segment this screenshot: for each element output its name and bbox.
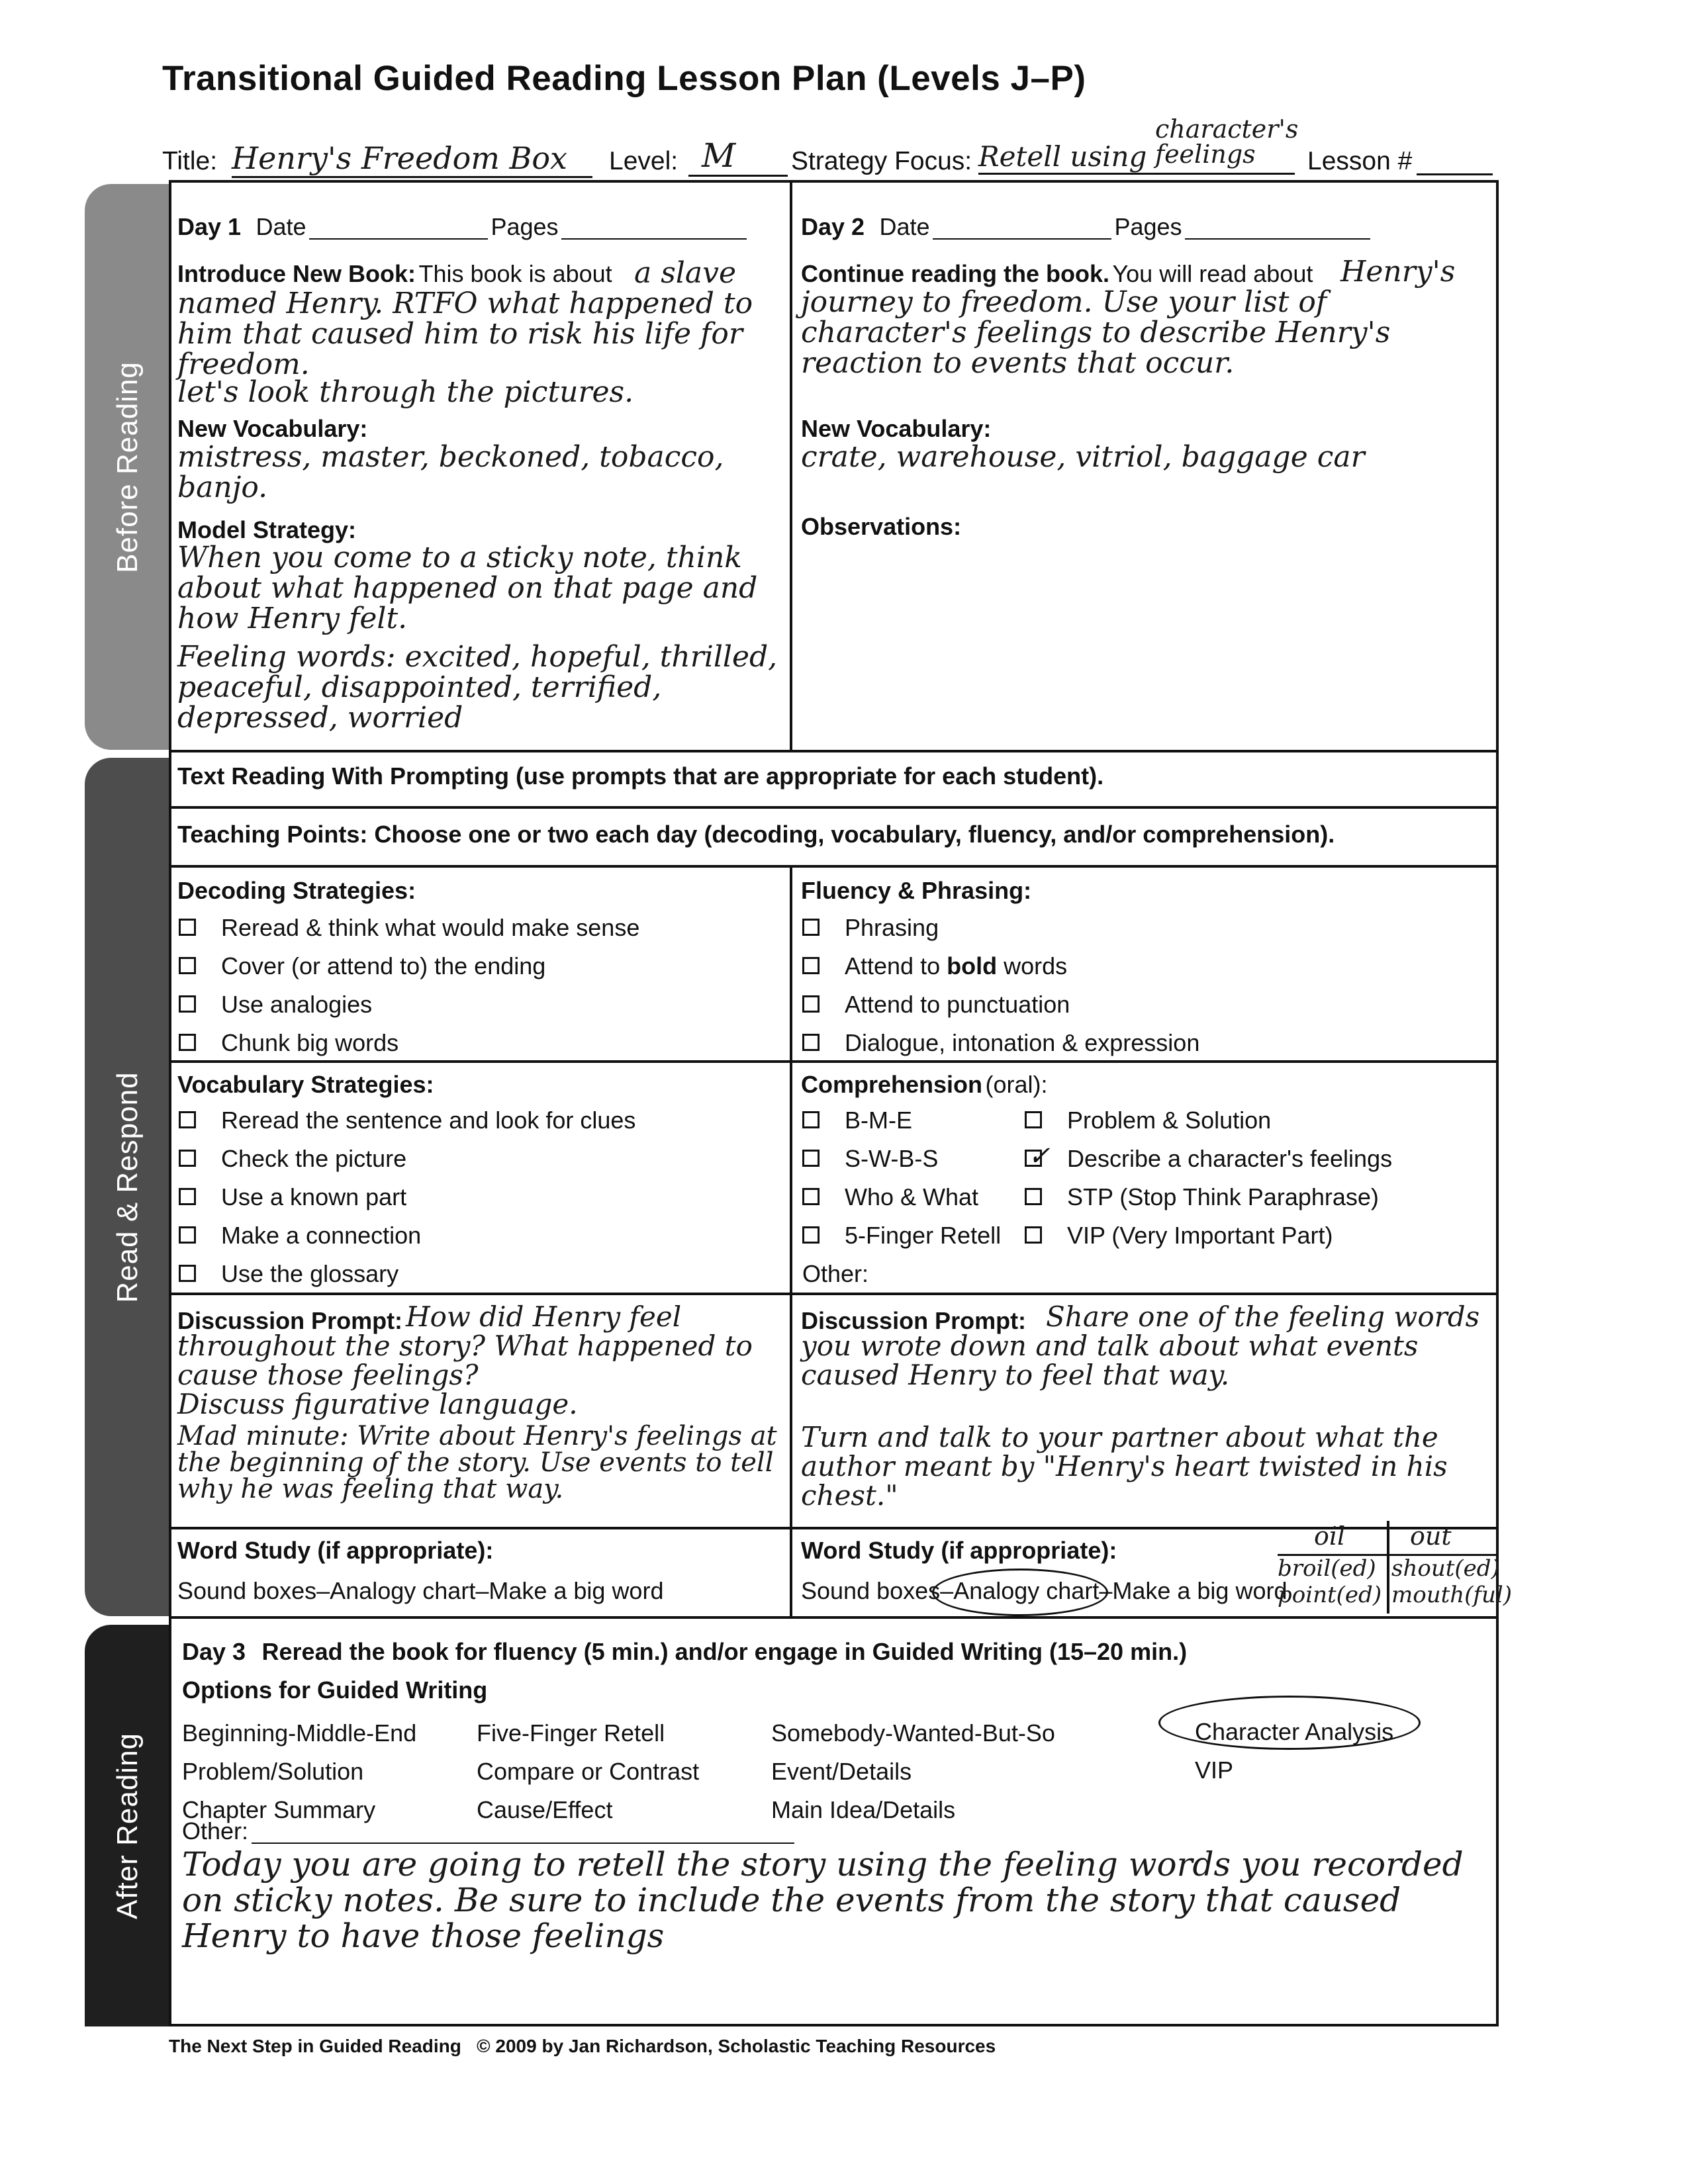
- teaching-points: Teaching Points: Choose one or two each day (decoding, vocabulary, fluency, and/or comprehension).: [177, 821, 1335, 848]
- day2-heading: Day 2 Date Pages: [801, 213, 1370, 241]
- day3-other: Other:: [182, 1817, 794, 1845]
- checkbox[interactable]: [802, 957, 820, 974]
- strategy-field[interactable]: Retell using: [978, 140, 1295, 175]
- checkbox-item[interactable]: ✓ Describe a character's feelings: [1025, 1140, 1392, 1178]
- writing-option[interactable]: Compare or Contrast: [477, 1758, 700, 1785]
- analogy-chart-circled: Analogy chart: [953, 1577, 1100, 1604]
- decoding-label: Decoding Strategies:: [177, 877, 416, 904]
- checkbox-item[interactable]: S-W-B-S: [802, 1140, 1001, 1178]
- checkbox-item[interactable]: B-M-E: [802, 1101, 1001, 1140]
- day2-vocab-label: New Vocabulary:: [801, 415, 992, 442]
- checkbox-item[interactable]: Dialogue, intonation & expression: [802, 1024, 1199, 1062]
- checkbox-item[interactable]: Who & What: [802, 1178, 1001, 1216]
- discussion-right-handwriting-2: Turn and talk to your partner about what the author meant by "Henry's heart twisted in his chest.": [801, 1421, 1448, 1512]
- day1-feelings-handwriting: Feeling words: excited, hopeful, thrilled, peaceful, disappointed, terrified, depressed, worried: [177, 640, 778, 735]
- day3-other-field[interactable]: [252, 1831, 794, 1844]
- checkbox[interactable]: [802, 1111, 820, 1128]
- checkbox[interactable]: [179, 1111, 196, 1128]
- checkbox[interactable]: [179, 1226, 196, 1244]
- checkbox-item[interactable]: Phrasing: [802, 909, 1199, 947]
- comprehension-right-list: [1025, 1101, 1392, 1255]
- strategy-label: Strategy Focus:: [791, 147, 972, 175]
- day1-vocab-handwriting: mistress, master, beckoned, tobacco, banjo.: [177, 440, 724, 504]
- checkbox[interactable]: [179, 957, 196, 974]
- writing-option[interactable]: Cause/Effect: [477, 1796, 613, 1823]
- comprehension-left-list: [802, 1101, 1001, 1293]
- checkbox-item[interactable]: VIP (Very Important Part): [1025, 1216, 1392, 1255]
- checkbox-item[interactable]: Check the picture: [179, 1140, 635, 1178]
- day3-heading: Day 3 Reread the book for fluency (5 min.) and/or engage in Guided Writing (15–20 min.): [182, 1638, 1188, 1665]
- lesson-field[interactable]: [1417, 172, 1493, 175]
- analogy-chart-circle: [932, 1569, 1108, 1616]
- writing-option[interactable]: Somebody-Wanted-But-So: [771, 1719, 1055, 1747]
- checkbox-item[interactable]: Reread the sentence and look for clues: [179, 1101, 635, 1140]
- checkbox-item[interactable]: STP (Stop Think Paraphrase): [1025, 1178, 1392, 1216]
- checkbox[interactable]: [1025, 1188, 1042, 1205]
- checkbox-item[interactable]: Attend to bold words: [802, 947, 1199, 985]
- comprehension-heading: Comprehension (oral):: [801, 1071, 1048, 1098]
- guided-writing-col1: [182, 1714, 416, 1829]
- word-study-left-options: Sound boxes–Analogy chart–Make a big word: [177, 1577, 664, 1604]
- level-label: Level:: [609, 147, 679, 175]
- day2-vocab-handwriting: crate, warehouse, vitriol, baggage car: [801, 440, 1365, 474]
- checkbox[interactable]: [179, 1188, 196, 1205]
- check-mark-icon: ✓: [1028, 1142, 1051, 1171]
- writing-option-character-analysis[interactable]: Character Analysis: [1195, 1718, 1394, 1745]
- analogy-chart-key-out: out: [1410, 1522, 1452, 1551]
- section-tab-after-reading: After Reading: [85, 1625, 171, 2026]
- checkbox[interactable]: [802, 1226, 820, 1244]
- writing-option[interactable]: Event/Details: [771, 1758, 912, 1785]
- writing-option[interactable]: Five-Finger Retell: [477, 1719, 665, 1747]
- checkbox-item[interactable]: Reread & think what would make sense: [179, 909, 639, 947]
- checkbox[interactable]: [179, 1265, 196, 1282]
- discussion-right-handwriting: Share one of the feeling words you wrote down and talk about what events caused Henry to feel that way.: [801, 1300, 1480, 1391]
- checkbox-item[interactable]: Use analogies: [179, 985, 639, 1024]
- discussion-left-handwriting: How did Henry feel throughout the story? What happened to cause those feelings?: [177, 1300, 753, 1391]
- title-label: Title:: [162, 147, 218, 175]
- guided-writing-col2: [477, 1714, 699, 1829]
- checkbox-item[interactable]: Attend to punctuation: [802, 985, 1199, 1024]
- fluency-label: Fluency & Phrasing:: [801, 877, 1032, 904]
- writing-option[interactable]: VIP: [1195, 1756, 1234, 1784]
- guided-writing-options-label: Options for Guided Writing: [182, 1676, 488, 1704]
- day1-date-field[interactable]: [309, 226, 488, 240]
- checkbox[interactable]: [179, 919, 196, 936]
- checkbox-item[interactable]: Use the glossary: [179, 1255, 635, 1293]
- day2-pages-field[interactable]: [1185, 226, 1370, 240]
- word-study-left-label: Word Study (if appropriate):: [177, 1537, 494, 1564]
- day1-model-handwriting: When you come to a sticky note, think about what happened on that page and how Henry felt.: [177, 541, 758, 635]
- checkbox[interactable]: [802, 919, 820, 936]
- vocab-strategies-list: [179, 1101, 635, 1293]
- checkbox[interactable]: [179, 1034, 196, 1051]
- checkbox-item[interactable]: Chunk big words: [179, 1024, 639, 1062]
- checkbox-item[interactable]: Make a connection: [179, 1216, 635, 1255]
- analogy-chart-oil-words: broil(ed) point(ed): [1278, 1555, 1382, 1608]
- day1-model-label: Model Strategy:: [177, 516, 357, 543]
- text-reading-prompt: Text Reading With Prompting (use prompts that are appropriate for each student).: [177, 762, 1104, 790]
- discussion-right-label: Discussion Prompt:: [801, 1307, 1027, 1334]
- comprehension-other: Other:: [802, 1260, 869, 1287]
- writing-option[interactable]: Beginning-Middle-End: [182, 1719, 417, 1747]
- checkbox-item[interactable]: Problem & Solution: [1025, 1101, 1392, 1140]
- footer-copyright: © 2009 by Jan Richardson, Scholastic Teaching Resources: [477, 2036, 996, 2056]
- checkbox[interactable]: [179, 995, 196, 1013]
- level-field[interactable]: M: [688, 136, 788, 177]
- checkbox[interactable]: [802, 1188, 820, 1205]
- checkbox[interactable]: [802, 1034, 820, 1051]
- day1-intro: Introduce New Book: This book is about: [177, 260, 612, 287]
- analogy-chart: [1278, 1521, 1602, 1614]
- checkbox-checked[interactable]: [1025, 1142, 1051, 1171]
- day3-handwriting: Today you are going to retell the story using the feeling words you recorded on sticky notes. Be sure to include the events from the story that caused Henry to have those feelings: [182, 1845, 1464, 1955]
- discussion-left-label: Discussion Prompt:: [177, 1307, 403, 1334]
- section-tab-before-reading: Before Reading: [85, 184, 171, 750]
- analogy-chart-key-oil: oil: [1314, 1522, 1346, 1551]
- checkbox-item[interactable]: Cover (or attend to) the ending: [179, 947, 639, 985]
- fluency-list: [802, 909, 1199, 1062]
- discussion-left-handwriting-3: Mad minute: Write about Henry's feelings at the beginning of the story. Use events to tell why he was feeling that way.: [177, 1421, 777, 1504]
- day2-observations-label: Observations:: [801, 513, 962, 540]
- day2-continue: Continue reading the book. You will read about: [801, 260, 1313, 287]
- checkbox-item[interactable]: 5-Finger Retell: [802, 1216, 1001, 1255]
- day1-intro-handwriting-2: let's look through the pictures.: [177, 375, 634, 409]
- checkbox[interactable]: [1025, 1226, 1042, 1244]
- day2-date-field[interactable]: [933, 226, 1111, 240]
- vocab-strategies-label: Vocabulary Strategies:: [177, 1071, 434, 1098]
- page-title: Transitional Guided Reading Lesson Plan (Levels J–P): [162, 59, 1086, 98]
- day1-intro-handwriting: a slave named Henry. RTFO what happened to him that caused him to risk his life for freedom.: [177, 256, 753, 381]
- section-tab-read-respond: Read & Respond: [85, 758, 171, 1616]
- writing-option[interactable]: Problem/Solution: [182, 1758, 364, 1785]
- day2-continue-handwriting: Henry's journey to freedom. Use your list of character's feelings to describe Henry's reaction to events that occur.: [801, 255, 1456, 380]
- writing-option[interactable]: Main Idea/Details: [771, 1796, 956, 1823]
- title-field[interactable]: Henry's Freedom Box: [232, 140, 592, 178]
- writing-option[interactable]: Chapter Summary: [182, 1796, 376, 1823]
- lesson-label: Lesson #: [1307, 147, 1413, 175]
- guided-writing-col3: [771, 1714, 1055, 1829]
- checkbox[interactable]: [1025, 1111, 1042, 1128]
- checkbox[interactable]: [179, 1150, 196, 1167]
- discussion-left-handwriting-2: Discuss figurative language.: [177, 1388, 578, 1420]
- analogy-chart-out-words: shout(ed) mouth(ful): [1391, 1555, 1513, 1608]
- word-study-right-options: Sound boxes–Analogy chart–Make a big word: [801, 1577, 1288, 1604]
- checkbox[interactable]: [802, 995, 820, 1013]
- day1-vocab-label: New Vocabulary:: [177, 415, 368, 442]
- checkbox[interactable]: [802, 1150, 820, 1167]
- word-study-right-label: Word Study (if appropriate):: [801, 1537, 1117, 1564]
- character-analysis-circle: [1158, 1696, 1421, 1750]
- decoding-list: [179, 909, 639, 1062]
- strategy-field-note: character's feelings: [1155, 114, 1299, 169]
- day1-heading: Day 1 Date Pages: [177, 213, 747, 241]
- day1-pages-field[interactable]: [561, 226, 747, 240]
- checkbox-item[interactable]: Use a known part: [179, 1178, 635, 1216]
- footer-book-title: The Next Step in Guided Reading: [169, 2036, 461, 2056]
